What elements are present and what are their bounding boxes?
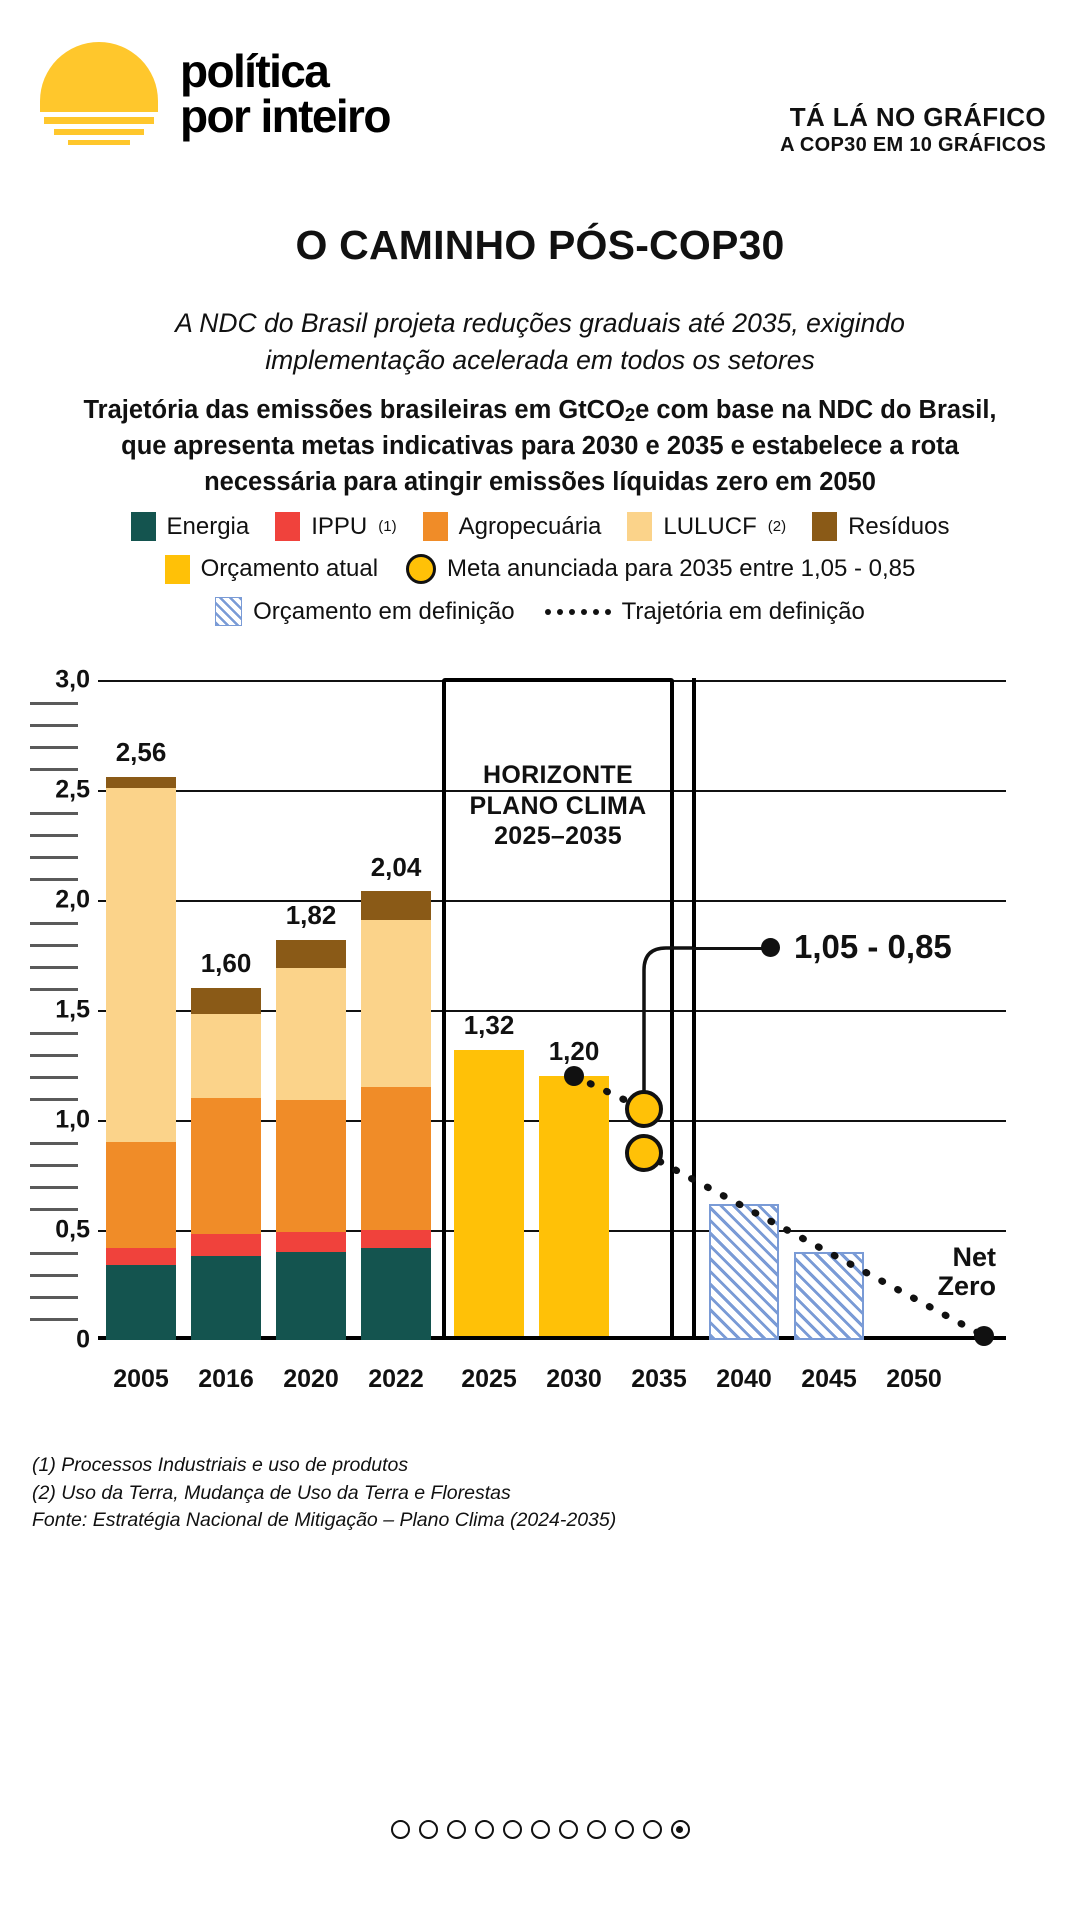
pager-dot[interactable]: [419, 1820, 438, 1839]
pager-dot[interactable]: [615, 1820, 634, 1839]
sun-logo-icon: [40, 42, 158, 146]
callout-dot: [761, 938, 780, 957]
legend-swatch-orcamento-atual: [165, 555, 190, 584]
x-label-2040: 2040: [716, 1365, 772, 1393]
net-zero-line-2: Zero: [937, 1271, 996, 1302]
brand-lockup: [40, 42, 390, 146]
y-axis-minor-tick: [30, 812, 78, 815]
legend-dotted-trajetoria: [545, 609, 611, 615]
legend-label-orcamento-definicao: Orçamento em definição: [253, 597, 515, 625]
emissions-chart: [0, 665, 1080, 1410]
legend-item-orcamento-atual: [165, 555, 378, 584]
x-label-2020: 2020: [283, 1365, 339, 1393]
meta-marker-2035-lower[interactable]: [625, 1134, 663, 1172]
legend-sup-lulucf: (2): [767, 518, 787, 535]
chart-legend: [0, 512, 1080, 626]
y-axis-minor-tick: [30, 1208, 78, 1211]
x-label-2030: 2030: [546, 1365, 602, 1393]
x-label-2025: 2025: [461, 1365, 517, 1393]
net-zero-line-1: Net: [952, 1241, 996, 1272]
meta-marker-2035-upper[interactable]: [625, 1090, 663, 1128]
chart-description: [58, 392, 1022, 501]
y-axis-minor-tick: [30, 702, 78, 705]
bar-total-label-2020: 1,82: [285, 900, 337, 930]
pager-dot-active[interactable]: [671, 1820, 690, 1839]
y-axis-minor-tick: [30, 724, 78, 727]
pager-dot[interactable]: [559, 1820, 578, 1839]
legend-item-lulucf: [627, 512, 786, 541]
y-label-1-0: 1,0: [55, 1105, 90, 1134]
legend-swatch-ippu: [275, 512, 300, 541]
kicker-line-2: A COP30 EM 10 GRÁFICOS: [780, 133, 1046, 156]
y-axis-minor-tick: [30, 988, 78, 991]
footnote-2: (2) Uso da Terra, Mudança de Uso da Terra e Florestas: [32, 1481, 511, 1504]
y-axis-minor-tick: [30, 856, 78, 859]
y-label-1-5: 1,5: [55, 995, 90, 1024]
legend-row-sectors: [0, 512, 1080, 541]
y-axis-minor-tick: [30, 944, 78, 947]
pager-dot[interactable]: [447, 1820, 466, 1839]
y-axis-minor-tick: [30, 834, 78, 837]
legend-row-budget: [0, 554, 1080, 584]
legend-item-energia: [131, 512, 250, 541]
legend-row-definicao: [0, 597, 1080, 626]
x-axis-labels: [98, 1365, 1006, 1405]
plot-area: [98, 680, 1006, 1340]
y-axis-minor-tick: [30, 1252, 78, 1255]
legend-item-agropecuaria: [423, 512, 602, 541]
legend-label-residuos: Resíduos: [848, 512, 950, 540]
y-label-2-5: 2,5: [55, 775, 90, 804]
legend-item-ippu: [275, 512, 396, 541]
x-label-2035: 2035: [631, 1365, 687, 1393]
legend-label-trajetoria-definicao: Trajetória em definição: [621, 597, 865, 625]
y-axis-minor-tick: [30, 746, 78, 749]
y-axis-minor-tick: [30, 1164, 78, 1167]
y-axis-minor-tick: [30, 1054, 78, 1057]
legend-label-lulucf: LULUCF: [663, 512, 757, 540]
y-axis-minor-tick: [30, 1274, 78, 1277]
pager-dot[interactable]: [503, 1820, 522, 1839]
legend-swatch-energia: [131, 512, 156, 541]
bar-total-label-2025: 1,32: [463, 1010, 515, 1040]
y-label-3-0: 3,0: [55, 665, 90, 694]
x-label-2005: 2005: [113, 1365, 169, 1393]
kicker-line-1: TÁ LÁ NO GRÁFICO: [789, 102, 1046, 132]
lede-subscript: 2: [624, 403, 636, 425]
legend-label-meta-2035: Meta anunciada para 2035 entre 1,05 - 0,85: [447, 555, 916, 582]
legend-swatch-residuos: [812, 512, 837, 541]
bar-total-label-2030: 1,20: [548, 1036, 600, 1066]
legend-item-residuos: [812, 512, 949, 541]
legend-label-orcamento-atual: Orçamento atual: [200, 555, 379, 582]
pager-dot[interactable]: [643, 1820, 662, 1839]
trajectory-anchor-2030: [564, 1066, 584, 1086]
y-axis-minor-tick: [30, 1318, 78, 1321]
wordmark-line-2: por inteiro: [180, 90, 390, 142]
horizonte-line-2: PLANO CLIMA: [469, 791, 647, 820]
legend-item-orcamento-definicao: [215, 597, 514, 626]
y-label-0-5: 0,5: [55, 1215, 90, 1244]
bar-total-label-2022: 2,04: [370, 852, 422, 882]
y-axis-ticks: [30, 680, 86, 1340]
pager-dot[interactable]: [587, 1820, 606, 1839]
pager-dot[interactable]: [475, 1820, 494, 1839]
x-label-2045: 2045: [801, 1365, 857, 1393]
x-label-2050: 2050: [886, 1365, 942, 1393]
pager-dot[interactable]: [531, 1820, 550, 1839]
pager-dot[interactable]: [391, 1820, 410, 1839]
header: [40, 42, 1046, 167]
legend-label-agropecuaria: Agropecuária: [458, 512, 602, 540]
y-axis-minor-tick: [30, 1296, 78, 1299]
y-axis-minor-tick: [30, 1186, 78, 1189]
wordmark-line-1: política: [180, 44, 329, 97]
horizonte-line-3: 2025–2035: [494, 822, 622, 850]
trajectory-endpoint-2050: [974, 1326, 994, 1346]
legend-swatch-lulucf: [627, 512, 652, 541]
lede-part-2: e com base na NDC do Brasil, que apresenta metas indicativas para 2030 e 2035 e estabelece a rota necessária para atingir emissões líquidas zero em 2050: [121, 396, 997, 497]
y-axis-minor-tick: [30, 1032, 78, 1035]
legend-sup-ippu: (1): [378, 518, 397, 535]
footnote-source: Fonte: Estratégia Nacional de Mitigação – Plano Clima (2024-2035): [32, 1509, 617, 1532]
x-label-2016: 2016: [198, 1365, 254, 1393]
wordmark: [180, 44, 390, 142]
legend-hatch-orcamento-definicao: [215, 597, 242, 626]
legend-label-energia: Energia: [166, 512, 250, 540]
y-label-0: 0: [76, 1325, 90, 1354]
legend-label-ippu: IPPU: [311, 512, 368, 540]
y-label-2-0: 2,0: [55, 885, 90, 914]
lede-part-1: Trajetória das emissões brasileiras em GtCO: [83, 396, 625, 424]
carousel-pager: [0, 1820, 1080, 1839]
horizonte-line-1: HORIZONTE: [483, 761, 633, 789]
page-subtitle: A NDC do Brasil projeta reduções graduais até 2035, exigindo implementação acelerada em todos os setores: [175, 308, 905, 375]
series-kicker: [780, 102, 1046, 157]
callout-connector-line: [692, 947, 764, 950]
bar-total-label-2016: 1,60: [200, 948, 252, 978]
y-axis-minor-tick: [30, 1142, 78, 1145]
net-zero-label: [937, 1243, 996, 1302]
x-label-2022: 2022: [368, 1365, 424, 1393]
y-axis-minor-tick: [30, 878, 78, 881]
y-axis-minor-tick: [30, 966, 78, 969]
legend-item-meta-2035: [406, 554, 915, 584]
page-title: O CAMINHO PÓS-COP30: [295, 222, 785, 268]
footnote-1: (1) Processos Industriais e uso de produtos: [32, 1454, 409, 1476]
bar-total-label-2005: 2,56: [115, 737, 167, 767]
callout-range-label: 1,05 - 0,85: [794, 928, 952, 965]
legend-item-trajetoria-definicao: [545, 598, 865, 626]
y-axis-minor-tick: [30, 922, 78, 925]
legend-circle-meta-2035: [406, 554, 436, 584]
y-axis-minor-tick: [30, 768, 78, 771]
footnotes: [32, 1452, 1032, 1535]
legend-swatch-agropecuaria: [423, 512, 448, 541]
y-axis-minor-tick: [30, 1098, 78, 1101]
trajectory-dotted-path: [98, 680, 1006, 1340]
y-axis-minor-tick: [30, 1076, 78, 1079]
